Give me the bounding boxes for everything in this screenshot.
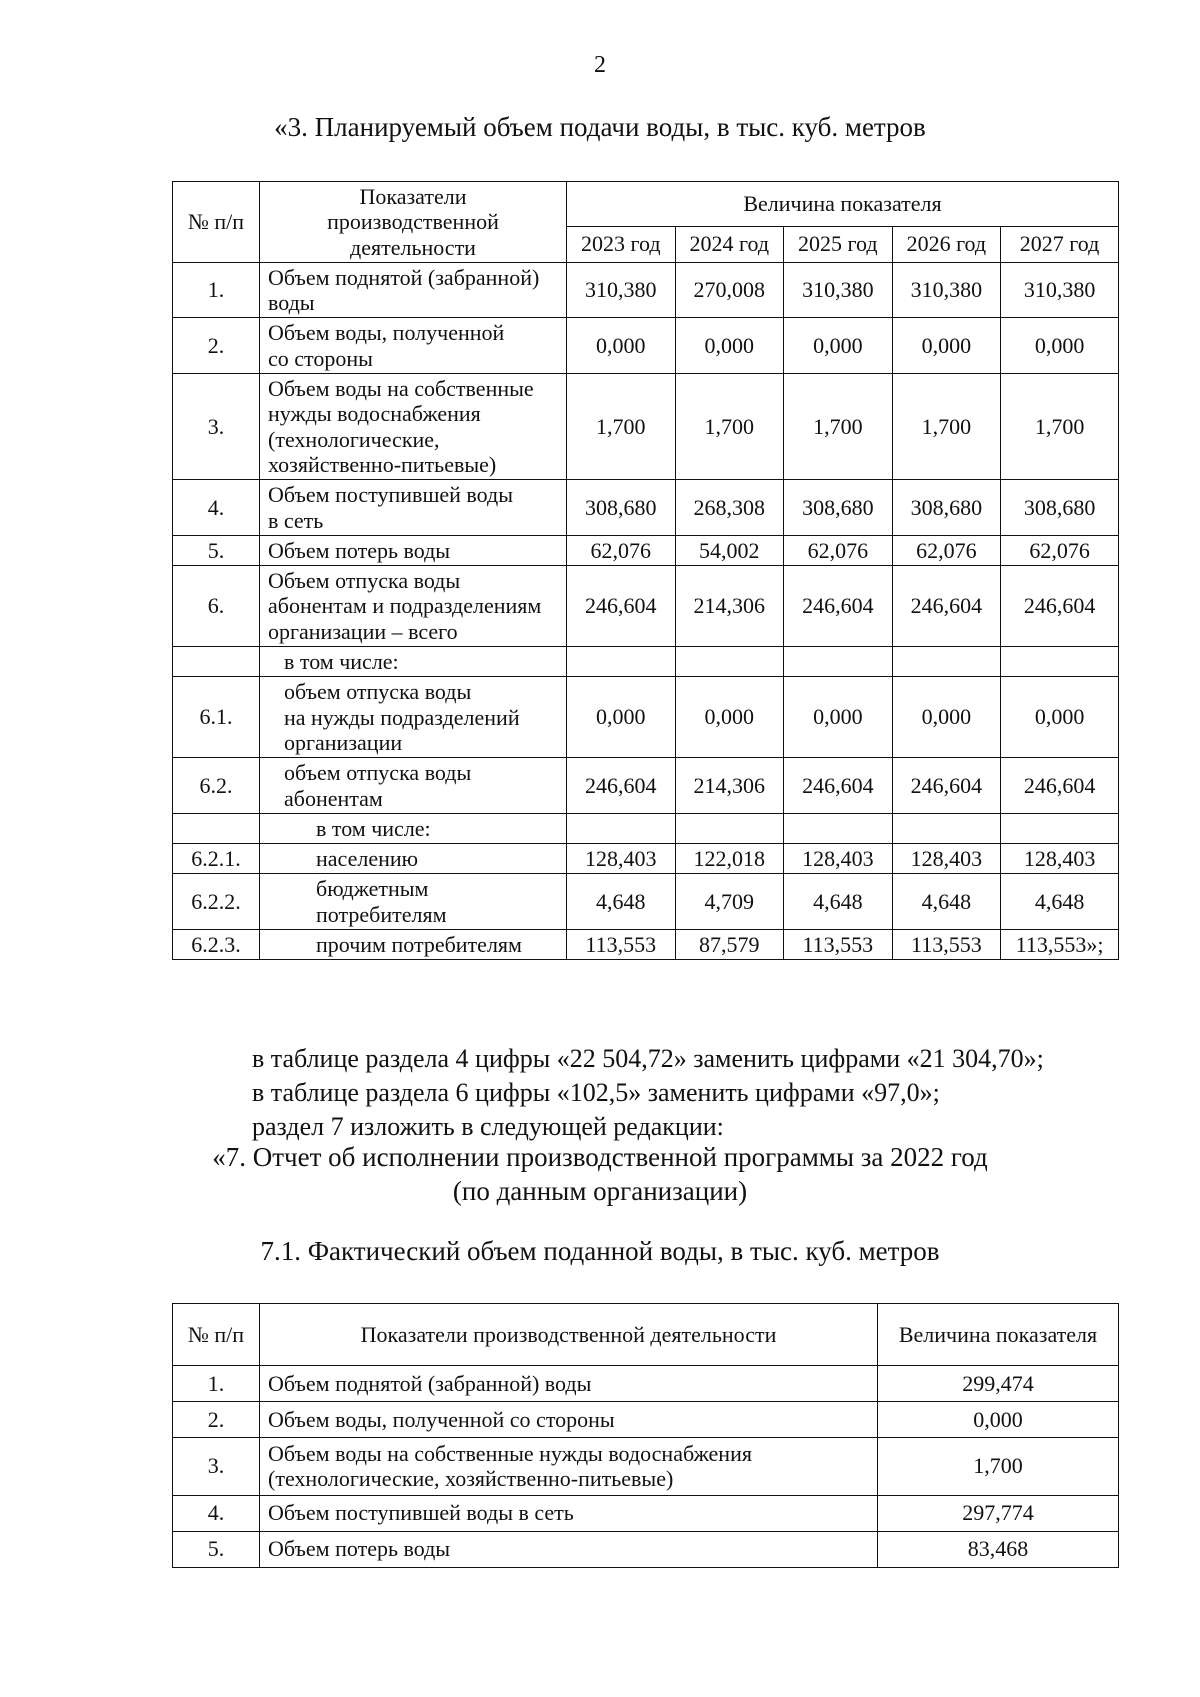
- row-value: 0,000: [1001, 677, 1119, 758]
- row-number: 1.: [173, 262, 260, 318]
- row-label-line: Объем воды на собственные: [268, 376, 534, 402]
- table-row: [173, 813, 1119, 843]
- row-label-line: Объем поднятой (забранной): [268, 264, 540, 290]
- row-value: 113,553: [567, 930, 676, 960]
- row-number: 6.: [173, 566, 260, 647]
- row-value: 308,680: [784, 480, 893, 536]
- row-label: [260, 813, 567, 843]
- row-label-line: (технологические, хозяйственно-питьевые): [268, 1466, 674, 1492]
- row-value: 128,403: [567, 844, 676, 874]
- row-label: [260, 262, 567, 318]
- row-value: 1,700: [567, 374, 676, 480]
- row-value: [567, 647, 676, 677]
- row-value: 246,604: [567, 566, 676, 647]
- row-value: 299,474: [878, 1366, 1119, 1402]
- row-value: 270,008: [675, 262, 784, 318]
- row-label: [260, 874, 567, 930]
- row-value: 246,604: [892, 566, 1001, 647]
- row-value: 0,000: [675, 677, 784, 758]
- row-label-line: Объем отпуска воды: [268, 568, 461, 594]
- section-7-title-line2: (по данным организации): [452, 1176, 748, 1206]
- row-value: 113,553»;: [1001, 930, 1119, 960]
- row-value: 310,380: [1001, 262, 1119, 318]
- row-value: 0,000: [892, 318, 1001, 374]
- row-value: [892, 647, 1001, 677]
- row-label: [260, 930, 567, 960]
- row-value: [892, 813, 1001, 843]
- table-row: [173, 1402, 1119, 1438]
- row-label-line: (технологические,: [268, 426, 440, 452]
- header-year: 2026 год: [892, 226, 1001, 262]
- row-number: [173, 647, 260, 677]
- row-number: 3.: [173, 1438, 260, 1496]
- row-value: 1,700: [1001, 374, 1119, 480]
- table-row: [173, 262, 1119, 318]
- row-number: 1.: [173, 1366, 260, 1402]
- header-indicator-line1: Показатели: [359, 184, 467, 209]
- header-num: № п/п: [173, 182, 260, 263]
- row-value: 87,579: [675, 930, 784, 960]
- actual-water-supply-table: [172, 1303, 1119, 1568]
- row-label-line: в том числе:: [284, 649, 399, 675]
- header-num: № п/п: [173, 1304, 260, 1366]
- row-value: 4,648: [1001, 874, 1119, 930]
- table-row: [173, 1438, 1119, 1496]
- row-number: 6.2.1.: [173, 844, 260, 874]
- row-value: 246,604: [1001, 758, 1119, 814]
- row-label: [260, 647, 567, 677]
- row-value: 310,380: [784, 262, 893, 318]
- row-label: [260, 535, 567, 565]
- row-value: 0,000: [567, 677, 676, 758]
- table-row: [173, 1531, 1119, 1567]
- row-label: [260, 1402, 878, 1438]
- row-value: 113,553: [892, 930, 1001, 960]
- row-value: 308,680: [1001, 480, 1119, 536]
- row-value: 62,076: [784, 535, 893, 565]
- section-7-title: [0, 1140, 1200, 1208]
- row-label-line: объем отпуска воды: [284, 760, 472, 786]
- row-label-line: хозяйственно-питьевые): [268, 451, 497, 477]
- section-7-1-title: 7.1. Фактический объем поданной воды, в тыс. куб. метров: [260, 1236, 940, 1266]
- row-label-line: Объем воды, полученной: [268, 320, 505, 346]
- row-value: 268,308: [675, 480, 784, 536]
- row-label-line: бюджетным потребителям: [316, 876, 447, 927]
- row-label-line: нужды водоснабжения: [268, 401, 481, 427]
- row-label-line: со стороны: [268, 345, 373, 371]
- row-value: [1001, 647, 1119, 677]
- row-value: 0,000: [784, 677, 893, 758]
- row-value: 4,648: [784, 874, 893, 930]
- row-value: 113,553: [784, 930, 893, 960]
- row-number: [173, 813, 260, 843]
- row-label-line: Объем воды, полученной со стороны: [268, 1406, 615, 1432]
- header-indicator: [260, 182, 567, 263]
- table-row: [173, 758, 1119, 814]
- header-value: Величина показателя: [567, 182, 1119, 227]
- row-value: 246,604: [567, 758, 676, 814]
- table-row: [173, 677, 1119, 758]
- row-value: 297,774: [878, 1495, 1119, 1531]
- row-number: 6.1.: [173, 677, 260, 758]
- row-value: 0,000: [675, 318, 784, 374]
- row-value: [784, 647, 893, 677]
- row-value: 54,002: [675, 535, 784, 565]
- table-row: [173, 535, 1119, 565]
- row-value: 0,000: [892, 677, 1001, 758]
- row-label-line: Объем поступившей воды: [268, 482, 513, 508]
- row-label: [260, 1438, 878, 1496]
- row-label: [260, 318, 567, 374]
- row-label-line: Объем поступившей воды в сеть: [268, 1500, 574, 1526]
- row-value: 0,000: [1001, 318, 1119, 374]
- row-value: 122,018: [675, 844, 784, 874]
- page-number: 2: [594, 52, 606, 78]
- header-indicator: Показатели производственной деятельности: [260, 1304, 878, 1366]
- amendment-line-3: раздел 7 изложить в следующей редакции:: [252, 1112, 724, 1141]
- amendment-line-1: в таблице раздела 4 цифры «22 504,72» заменить цифрами «21 304,70»;: [252, 1044, 1044, 1073]
- row-number: 4.: [173, 480, 260, 536]
- row-value: 214,306: [675, 566, 784, 647]
- row-label-line: Объем потерь воды: [268, 537, 451, 563]
- row-value: 246,604: [784, 758, 893, 814]
- row-label-line: населению: [316, 846, 419, 872]
- row-label-line: абонентам и подразделениям: [268, 593, 542, 619]
- row-value: 62,076: [1001, 535, 1119, 565]
- header-year: 2025 год: [784, 226, 893, 262]
- row-value: 310,380: [567, 262, 676, 318]
- row-value: 128,403: [1001, 844, 1119, 874]
- table-row: [173, 1366, 1119, 1402]
- row-value: [675, 647, 784, 677]
- row-number: 2.: [173, 1402, 260, 1438]
- row-value: 62,076: [567, 535, 676, 565]
- row-value: [675, 813, 784, 843]
- row-value: 62,076: [892, 535, 1001, 565]
- row-value: 308,680: [892, 480, 1001, 536]
- section-3-title: «3. Планируемый объем подачи воды, в тыс. куб. метров: [274, 112, 926, 142]
- header-year: 2024 год: [675, 226, 784, 262]
- row-value: 0,000: [878, 1402, 1119, 1438]
- row-value: 1,700: [878, 1438, 1119, 1496]
- row-label: [260, 677, 567, 758]
- table-row: [173, 566, 1119, 647]
- row-number: 4.: [173, 1495, 260, 1531]
- row-value: 1,700: [675, 374, 784, 480]
- table-row: [173, 647, 1119, 677]
- table-row: [173, 844, 1119, 874]
- row-label-line: абонентам: [284, 785, 383, 811]
- row-label-line: Объем поднятой (забранной) воды: [268, 1370, 592, 1396]
- row-value: 128,403: [784, 844, 893, 874]
- row-label-line: на нужды подразделений: [284, 704, 520, 730]
- table-row: [173, 318, 1119, 374]
- row-label: [260, 566, 567, 647]
- table-row: [173, 1495, 1119, 1531]
- row-label-line: Объем потерь воды: [268, 1536, 451, 1562]
- table-row: [173, 930, 1119, 960]
- row-value: 128,403: [892, 844, 1001, 874]
- header-value: Величина показателя: [878, 1304, 1119, 1366]
- row-label-line: прочим потребителям: [316, 932, 522, 958]
- table-row: [173, 480, 1119, 536]
- row-value: 83,468: [878, 1531, 1119, 1567]
- row-number: 3.: [173, 374, 260, 480]
- row-label-line: организации – всего: [268, 618, 458, 644]
- table-row: [173, 874, 1119, 930]
- row-value: 0,000: [567, 318, 676, 374]
- row-label: [260, 1495, 878, 1531]
- row-label-line: организации: [284, 729, 403, 755]
- row-value: [1001, 813, 1119, 843]
- row-value: 0,000: [784, 318, 893, 374]
- header-year: 2027 год: [1001, 226, 1119, 262]
- row-value: 246,604: [784, 566, 893, 647]
- row-label-line: Объем воды на собственные нужды водоснабжения: [268, 1441, 752, 1466]
- row-value: 4,709: [675, 874, 784, 930]
- row-label: [260, 1531, 878, 1567]
- row-value: 4,648: [567, 874, 676, 930]
- row-number: 5.: [173, 535, 260, 565]
- section-7-title-line1: «7. Отчет об исполнении производственной программы за 2022 год: [212, 1142, 988, 1172]
- header-year: 2023 год: [567, 226, 676, 262]
- row-value: 246,604: [1001, 566, 1119, 647]
- row-value: [784, 813, 893, 843]
- amendment-text: [252, 1042, 1044, 1144]
- row-number: 6.2.3.: [173, 930, 260, 960]
- row-value: 310,380: [892, 262, 1001, 318]
- planned-water-supply-table: [172, 181, 1119, 960]
- row-number: 5.: [173, 1531, 260, 1567]
- row-value: [567, 813, 676, 843]
- row-label: [260, 758, 567, 814]
- row-value: 1,700: [892, 374, 1001, 480]
- row-value: 308,680: [567, 480, 676, 536]
- amendment-line-2: в таблице раздела 6 цифры «102,5» заменить цифрами «97,0»;: [252, 1078, 940, 1107]
- row-label-line: в том числе:: [316, 815, 431, 841]
- row-number: 6.2.2.: [173, 874, 260, 930]
- row-label: [260, 844, 567, 874]
- row-label-line: в сеть: [268, 507, 324, 533]
- row-label-line: воды: [268, 290, 315, 316]
- table-row: [173, 374, 1119, 480]
- row-label: [260, 480, 567, 536]
- row-label-line: объем отпуска воды: [284, 679, 472, 705]
- header-indicator-line2: производственной деятельности: [327, 209, 499, 260]
- row-value: 4,648: [892, 874, 1001, 930]
- row-value: 246,604: [892, 758, 1001, 814]
- row-number: 6.2.: [173, 758, 260, 814]
- row-label: [260, 1366, 878, 1402]
- row-number: 2.: [173, 318, 260, 374]
- row-value: 214,306: [675, 758, 784, 814]
- row-label: [260, 374, 567, 480]
- row-value: 1,700: [784, 374, 893, 480]
